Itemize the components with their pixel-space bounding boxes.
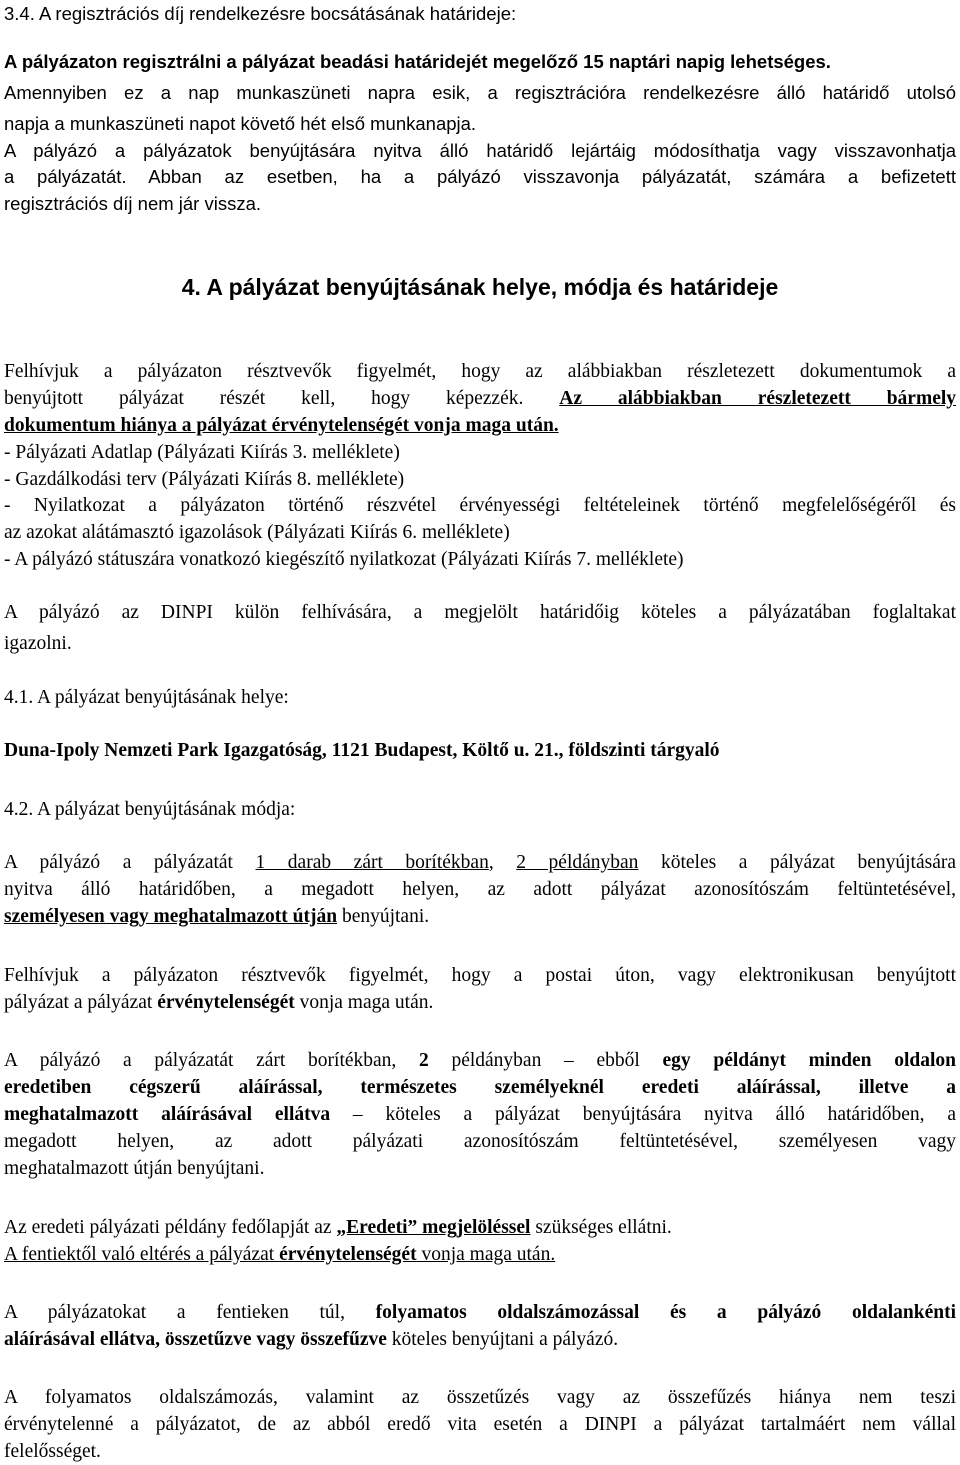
s42-p3-line3 (4, 1105, 956, 1125)
submission-method: személyesen vagy meghatalmazott útján (4, 906, 338, 927)
signature-emphasis: egy példányt minden oldalon (662, 1050, 956, 1071)
envelope-requirement: 1 darab zárt borítékban (255, 852, 489, 873)
text-run: , (488, 852, 517, 873)
pagination-emphasis: folyamatos oldalszámozással és a pályázó oldalankénti (375, 1302, 956, 1323)
s34-p1-line3: napja a munkaszüneti napot követő hét első munkanapja. (4, 113, 477, 134)
document-list-item: - Nyilatkozat a pályázaton történő részvétel érvényességi feltételeinek történő megfelelőségéről és (4, 495, 956, 516)
s4-p1-line2-normal: benyújtott pályázat részét kell, hogy képezzék. (4, 388, 524, 409)
text-run: – köteles a pályázat benyújtására nyitva álló határidőben, a (330, 1104, 956, 1125)
section-4-2-heading: 4.2. A pályázat benyújtásának módja: (4, 799, 296, 820)
s42-p5-line1 (4, 1303, 956, 1323)
text-run: köteles benyújtani a pályázó. (386, 1329, 619, 1350)
s4-p1-line2 (4, 389, 956, 409)
s42-p4-line2 (4, 1245, 555, 1265)
copies-requirement: 2 példányban (516, 852, 639, 873)
s34-p1-line1: A pályázaton regisztrálni a pályázat beadási határidejét megelőző 15 naptári napig lehetséges. (4, 51, 831, 72)
s4-p1-line3: dokumentum hiánya a pályázat érvénytelenségét vonja maga után. (4, 415, 559, 436)
s42-p6-line2: érvénytelenné a pályázatot, de az abból eredő vita esetén a DINPI a pályázat tartalmáért nem vállal (4, 1414, 956, 1435)
signature-emphasis: meghatalmazott aláírásával ellátva (4, 1104, 331, 1125)
binding-emphasis: aláírásával ellátva, összetűzve vagy összefűzve (4, 1329, 387, 1350)
s42-p6-line1: A folyamatos oldalszámozás, valamint az összetűzés vagy az összefűzés hiánya nem teszi (4, 1387, 956, 1408)
text-run: köteles a pályázat benyújtására (638, 852, 957, 873)
section-4-1-heading: 4.1. A pályázat benyújtásának helye: (4, 687, 289, 708)
s4-p1-line1: Felhívjuk a pályázaton résztvevők figyelmét, hogy az alábbiakban részletezett dokumentumok a (4, 361, 956, 382)
s42-p3-line4: megadott helyen, az adott pályázati azonosítószám feltüntetésével, személyesen vagy (4, 1131, 956, 1152)
original-marking: „Eredeti” megjelöléssel (336, 1217, 531, 1238)
s4-p1-line2-emphasis: Az alábbiakban részletezett bármely (559, 388, 957, 409)
document-list-item-continuation: az azokat alátámasztó igazolások (Pályázati Kiírás 6. melléklete) (4, 522, 510, 543)
copies-count: 2 (419, 1050, 429, 1071)
document-list-item: - Gazdálkodási terv (Pályázati Kiírás 8. melléklete) (4, 469, 405, 490)
s34-p1-line2: Amennyiben ez a nap munkaszüneti napra esik, a regisztrációra rendelkezésre álló határidő utolsó (4, 82, 956, 103)
text-run: A pályázatokat a fentieken túl, (4, 1302, 376, 1323)
s42-p2-line1: Felhívjuk a pályázaton résztvevők figyelmét, hogy a postai úton, vagy elektronikusan benyújtott (4, 965, 956, 986)
invalidity-emphasis: érvénytelenségét (279, 1244, 417, 1265)
s34-p2-line1: A pályázó a pályázatok benyújtására nyitva álló határidő lejártáig módosíthatja vagy visszavonhatja (4, 140, 956, 161)
s42-p3-line1 (4, 1051, 956, 1071)
text-run: szükséges ellátni. (530, 1217, 672, 1238)
submission-address: Duna-Ipoly Nemzeti Park Igazgatóság, 1121 Budapest, Költő u. 21., földszinti tárgyaló (4, 740, 720, 761)
text-run: példányban – ebből (428, 1050, 663, 1071)
section-3-4-heading: 3.4. A regisztrációs díj rendelkezésre bocsátásának határideje: (4, 3, 517, 24)
s42-p4-line1 (4, 1218, 672, 1238)
s34-p2-line3: regisztrációs díj nem jár vissza. (4, 193, 262, 214)
text-run: vonja maga után. (416, 1244, 556, 1265)
document-list-item: - Pályázati Adatlap (Pályázati Kiírás 3. melléklete) (4, 442, 400, 463)
section-4-heading: 4. A pályázat benyújtásának helye, módja és határideje (181, 274, 779, 300)
text-run: A fentiektől való eltérés a pályázat (4, 1244, 280, 1265)
text-run: pályázat a pályázat (4, 992, 158, 1013)
text-run: vonja maga után. (294, 992, 434, 1013)
s42-p1-line2: nyitva álló határidőben, a megadott helyen, az adott pályázat azonosítószám feltüntetésével, (4, 879, 956, 900)
s42-p5-line2 (4, 1330, 618, 1350)
invalidity-emphasis: érvénytelenségét (157, 992, 295, 1013)
document-list-item: - A pályázó státuszára vonatkozó kiegészítő nyilatkozat (Pályázati Kiírás 7. melléklete) (4, 549, 684, 570)
s34-p2-line2: a pályázatát. Abban az esetben, ha a pályázó visszavonja pályázatát, számára a befizetett (4, 166, 956, 187)
text-run: A pályázó a pályázatát (4, 852, 256, 873)
s4-p2-line2: igazolni. (4, 633, 72, 654)
s42-p3-line5: meghatalmazott útján benyújtani. (4, 1158, 265, 1179)
text-run: benyújtani. (337, 906, 430, 927)
s42-p6-line3: felelősséget. (4, 1441, 101, 1462)
s42-p1-line1 (4, 853, 956, 873)
s4-p2-line1: A pályázó az DINPI külön felhívására, a megjelölt határidőig köteles a pályázatában foglaltakat (4, 602, 956, 623)
text-run: A pályázó a pályázatát zárt borítékban, (4, 1050, 419, 1071)
s42-p2-line2 (4, 993, 433, 1013)
text-run: Az eredeti pályázati példány fedőlapját az (4, 1217, 337, 1238)
s42-p1-line3 (4, 907, 429, 927)
s42-p3-line2: eredetiben cégszerű aláírással, természetes személyeknél eredeti aláírással, illetve a (4, 1077, 956, 1098)
